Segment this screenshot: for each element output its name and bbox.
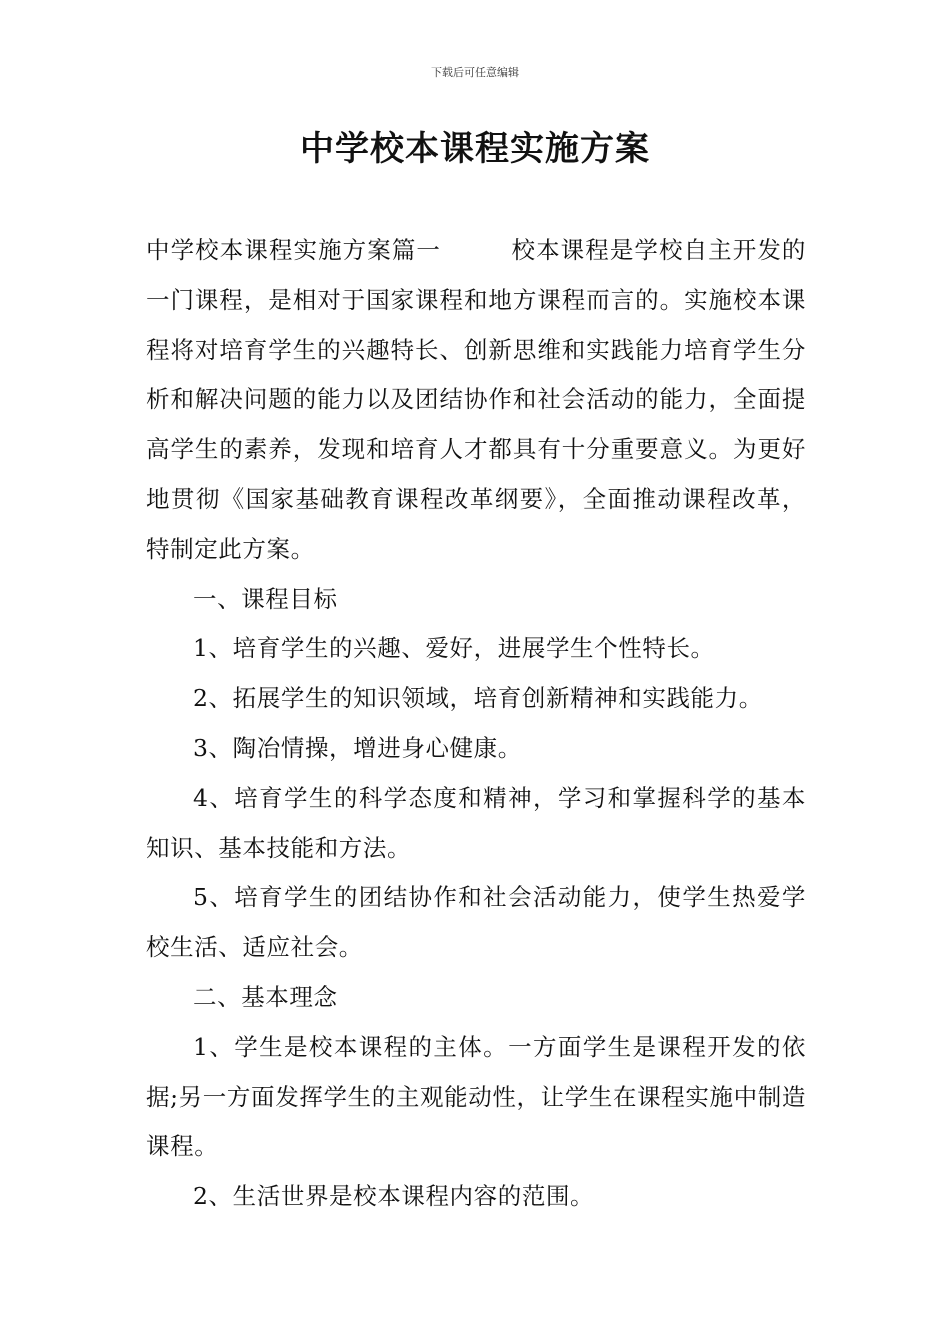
section-heading-goals: 一、课程目标 xyxy=(193,584,338,613)
document-body xyxy=(146,226,806,1222)
goal-item-5: 5、培育学生的团结协作和社会活动能力，使学生热爱学校生活、适应社会。 xyxy=(146,883,806,962)
goal-item-2: 2、拓展学生的知识领域，培育创新精神和实践能力。 xyxy=(193,684,763,713)
intro-lead: 中学校本课程实施方案篇一 xyxy=(146,236,441,264)
concept-item-1: 1、学生是校本课程的主体。一方面学生是课程开发的依据;另一方面发挥学生的主观能动性，让学生在课程实施中制造课程。 xyxy=(146,1032,806,1161)
intro-body: 校本课程是学校自主开发的一门课程，是相对于国家课程和地方课程而言的。实施校本课程将对培育学生的兴趣特长、创新思维和实践能力培育学生分析和解决问题的能力以及团结协作和社会活动的能力，全面提高学生的素养，发现和培育人才都具有十分重要意义。为更好地贯彻《国家基础教育课程改革纲要》，全面推动课程改革，特制定此方案。 xyxy=(146,236,806,563)
goal-item-3: 3、陶冶情操，增进身心健康。 xyxy=(193,733,522,762)
goal-item-1: 1、培育学生的兴趣、爱好，进展学生个性特长。 xyxy=(193,634,715,663)
intro-paragraph xyxy=(146,226,806,575)
section-heading-concepts: 二、基本理念 xyxy=(193,982,338,1011)
concept-item-2: 2、生活世界是校本课程内容的范围。 xyxy=(193,1182,595,1211)
document-title: 中学校本课程实施方案 xyxy=(300,129,650,169)
goal-item-4: 4、培育学生的科学态度和精神，学习和掌握科学的基本知识、基本技能和方法。 xyxy=(146,783,806,862)
header-note: 下载后可任意编辑 xyxy=(431,66,519,79)
